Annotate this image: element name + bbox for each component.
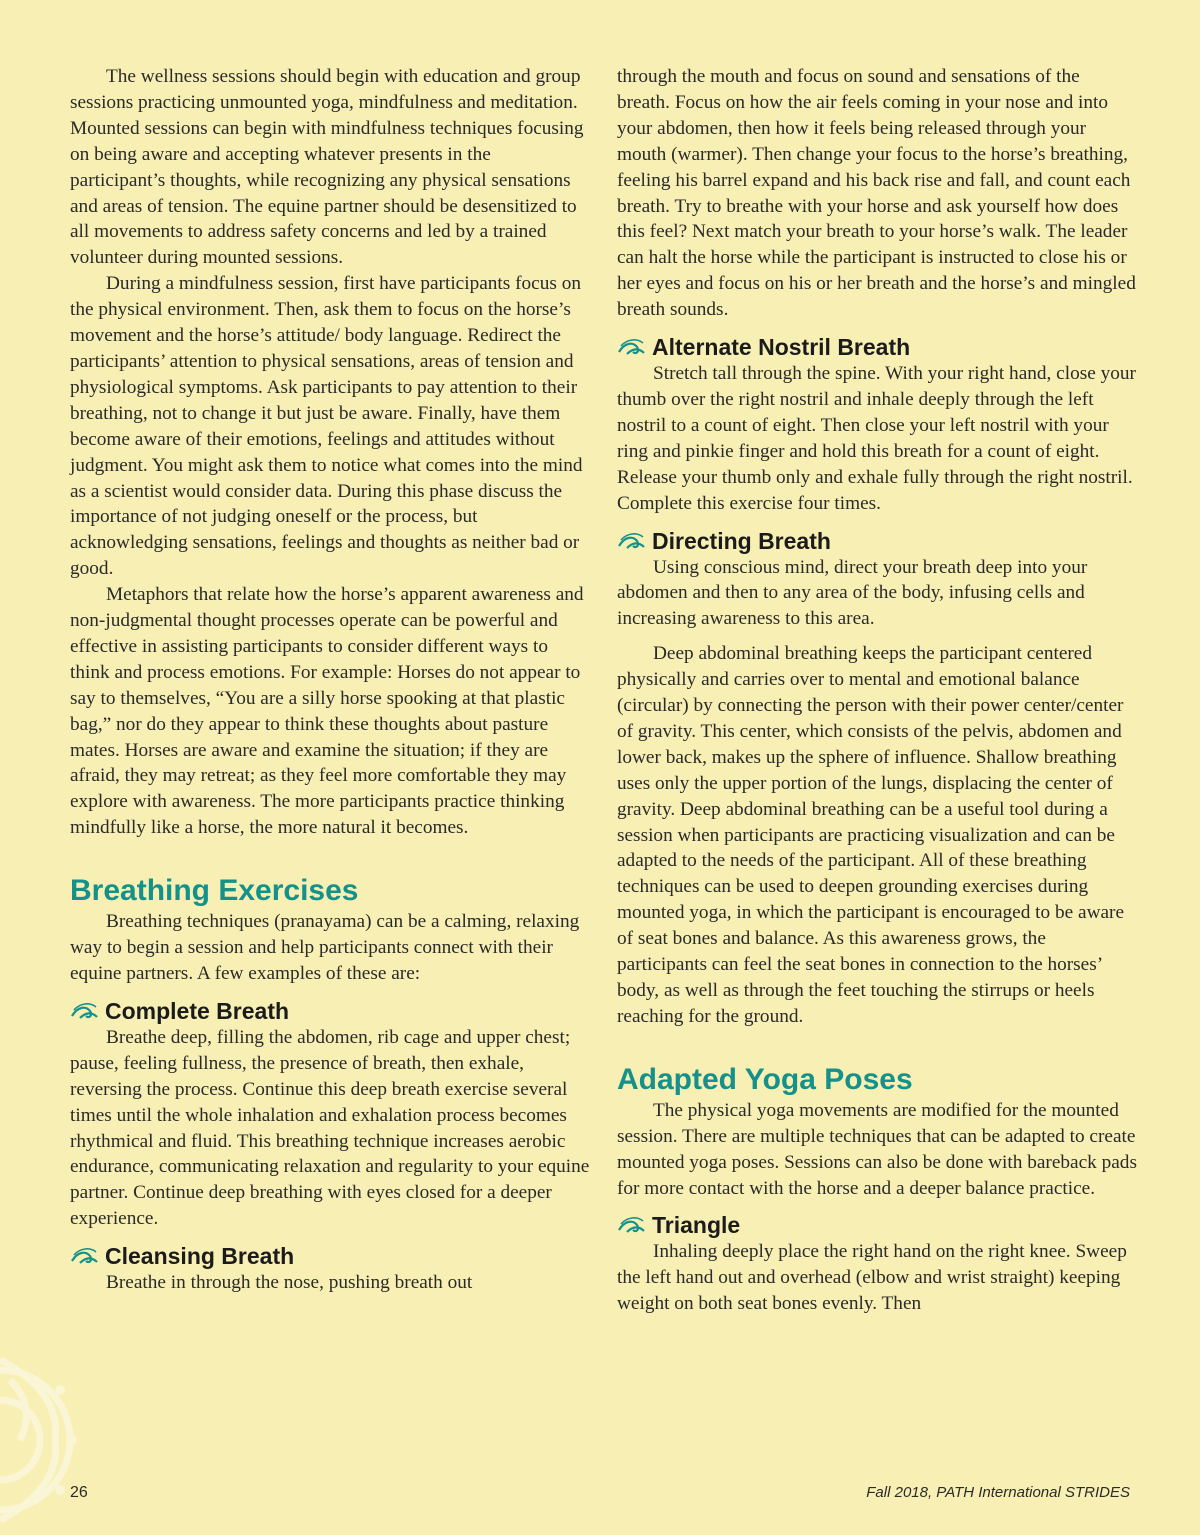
subheading-directing-breath [617, 527, 1137, 555]
section-heading-adapted-yoga-poses: Adapted Yoga Poses [617, 1062, 913, 1096]
mandala-ornament-icon [0, 1320, 90, 1535]
right-column [617, 64, 1137, 1317]
subheading-cleansing-breath [70, 1242, 590, 1270]
subheading-label: Complete Breath [105, 997, 290, 1024]
paragraph: The physical yoga movements are modified for the mounted session. There are multiple techniques that can be adapted to create mounted yoga poses. Sessions can also be done with bareback pads for more contact with the horse and a deeper balance practice. [617, 1099, 1137, 1199]
paragraph: During a mindfulness session, first have participants focus on the physical environment. Then, ask them to focus on the horse’s movement and the horse’s attitude/ body language. Redirect the participants’ attention to physical sensations, areas of tension and physiological symptoms. Ask participants to pay attention to their breathing, not to change it but just be aware. Finally, have them become aware of their emotions, feelings and attitudes without judgment. You might ask them to notice what comes into the mind as a scientist would consider data. During this phase discuss the importance of not judging oneself or the process, but acknowledging sensations, feelings and thoughts as neither bad or good. [70, 273, 583, 580]
publication-footer: Fall 2018, PATH International STRIDES [866, 1484, 1130, 1501]
paragraph: Breathing techniques (pranayama) can be a calming, relaxing way to begin a session and help participants connect with their equine partners. A few examples of these are: [70, 911, 580, 984]
paragraph: through the mouth and focus on sound and sensations of the breath. Focus on how the air feels coming in your nose and into your abdomen, then how it feels being released through your mouth (warmer). Then change your focus to the horse’s breathing, feeling his barrel expand and his back rise and fall, and count each breath. Try to breathe with your horse and ask yourself how does this feel? Next match your breath to your horse’s walk. The leader can halt the horse while the participant is instructed to close his or her eyes and focus on his or her breath and the horse’s and mingled breath sounds. [617, 66, 1136, 321]
subheading-label: Directing Breath [652, 527, 831, 554]
subheading-complete-breath [70, 997, 590, 1025]
paragraph: Metaphors that relate how the horse’s apparent awareness and non-judgmental thought processes operate can be powerful and effective in assisting participants to consider different ways to think and process emotions. For example: Horses do not appear to say to themselves, “You are a silly horse spooking at that plastic bag,” nor do they appear to think these thoughts about pasture mates. Horses are aware and examine the situation; if they are afraid, they may retreat; as they feel more comfortable they may explore with awareness. The more participants practice thinking mindfully like a horse, the more natural it becomes. [70, 584, 584, 839]
swirl-ornament-icon [617, 530, 647, 552]
paragraph: The wellness sessions should begin with education and group sessions practicing unmounted yoga, mindfulness and meditation. Mounted sessions can begin with mindfulness techniques focusing on being aware and accepting whatever presents in the participant’s thoughts, while recognizing any physical sensations and areas of tension. The equine partner should be desensitized to all movements to address safety concerns and led by a trained volunteer during mounted sessions. [70, 66, 584, 269]
section-heading-breathing-exercises: Breathing Exercises [70, 874, 359, 908]
paragraph: Using conscious mind, direct your breath deep into your abdomen and then to any area of the body, infusing cells and increasing awareness to this area. [617, 556, 1088, 630]
page-number: 26 [70, 1484, 88, 1501]
subheading-label: Cleansing Breath [105, 1243, 295, 1270]
swirl-ornament-icon [70, 1245, 100, 1267]
paragraph: Breathe deep, filling the abdomen, rib cage and upper chest; pause, feeling fullness, the presence of breath, then exhale, reversing the process. Continue this deep breath exercise several times until the whole inhalation and exhalation process becomes rhythmical and fluid. This breathing technique increases aerobic endurance, communicating relaxation and regularity to your equine partner. Continue deep breathing with eyes closed for a deeper experience. [70, 1026, 590, 1230]
paragraph: Inhaling deeply place the right hand on the right knee. Sweep the left hand out and overhead (elbow and wrist straight) keeping weight on both seat bones evenly. Then [617, 1241, 1127, 1315]
subheading-triangle [617, 1211, 1137, 1239]
subheading-label: Alternate Nostril Breath [652, 334, 911, 361]
swirl-ornament-icon [617, 336, 647, 358]
paragraph: Stretch tall through the spine. With your right hand, close your thumb over the right nostril and inhale deeply through the left nostril to a count of eight. Then close your left nostril with your ring and pinkie finger and hold this breath for a count of eight. Release your thumb only and exhale fully through the right nostril. Complete this exercise four times. [617, 363, 1136, 514]
paragraph: Deep abdominal breathing keeps the participant centered physically and carries over to mental and emotional balance (circular) by connecting the person with their power center/center of gravity. This center, which consists of the pelvis, abdomen and lower back, makes up the sphere of influence. Shallow breathing uses only the upper portion of the lungs, displacing the center of gravity. Deep abdominal breathing can be a useful tool during a session when participants are practicing visualization and can be adapted to the needs of the participant. All of these breathing techniques can be used to deepen grounding exercises during mounted yoga, in which the participant is encouraged to be aware of seat bones and balance. As this awareness grows, the participants can feel the seat bones in connection to the horses’ body, as well as through the feet touching the stirrups or heels reaching for the ground. [617, 643, 1125, 1027]
subheading-label: Triangle [652, 1212, 741, 1239]
swirl-ornament-icon [70, 1000, 100, 1022]
paragraph: Breathe in through the nose, pushing breath out [106, 1272, 473, 1294]
swirl-ornament-icon [617, 1214, 647, 1236]
left-column [70, 64, 590, 1296]
subheading-alternate-nostril-breath [617, 333, 1137, 361]
